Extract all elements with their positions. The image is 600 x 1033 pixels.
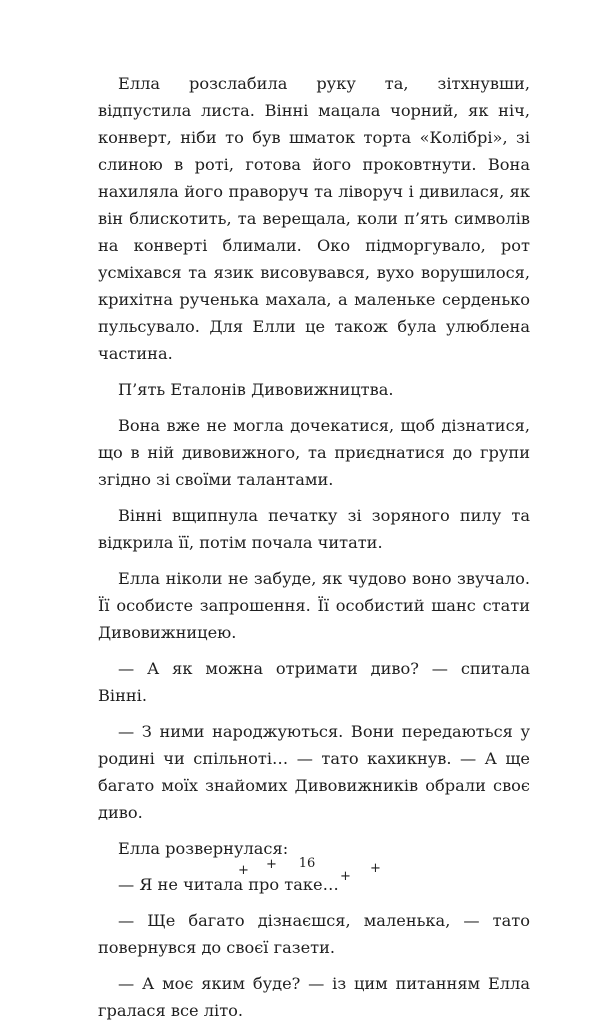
paragraph-10: — Ще багато дізнаєшся, маленька, — тато повернувся до своєї газети.: [98, 911, 530, 957]
paragraph-3: Вона вже не могла дочекатися, щоб дізнатися, що в ній дивовижного, та приєднатися до групи згідно зі своїми талантами.: [98, 416, 530, 489]
paragraph-7: — З ними народжуються. Вони передаються у родині чи спільноті… — тато кахикнув. — А ще багато моїх знайомих Дивовижників обрали своє диво.: [98, 722, 530, 822]
paragraph-1: Елла розслабила руку та, зітхнувши, відпустила листа. Вінні мацала чорний, як ніч, конверт, ніби то був шматок торта «Колібрі», зі слиною в роті, готова його проковтнути. Вона нахиляла його праворуч та ліворуч і дивилася, як він блискотить, та верещала, коли п’ять символів на конверті блимали. Око підморгувало, рот усміхався та язик висовувався, вухо ворушилося, крихітна рученька махала, а маленьке серденько пульсувало. Для Елли це також була улюблена частина.: [98, 74, 530, 363]
paragraph-9: — Я не читала про таке…: [118, 875, 339, 894]
paragraph-4: Вінні вщипнула печатку зі зоряного пилу та відкрила її, потім почала читати.: [98, 506, 530, 552]
page-footer: [0, 856, 600, 896]
paragraph-8: Елла розвернулася:: [118, 839, 289, 858]
page-number: 16: [298, 856, 316, 871]
paragraph-6: — А як можна отримати диво? — спитала Вінні.: [98, 659, 530, 705]
ornament-star-icon: +: [238, 863, 249, 878]
paragraph-11: — А моє яким буде? — із цим питанням Елла гралася все літо.: [98, 974, 530, 1020]
paragraph-5: Елла ніколи не забуде, як чудово воно звучало. Її особисте запрошення. Її особистий шанс стати Дивовижницею.: [98, 569, 530, 642]
ornament-star-icon: +: [266, 857, 277, 872]
ornament-star-icon: +: [370, 861, 381, 876]
ornament-star-icon: +: [340, 869, 351, 884]
paragraph-2: П’ять Еталонів Дивовижництва.: [118, 380, 394, 399]
